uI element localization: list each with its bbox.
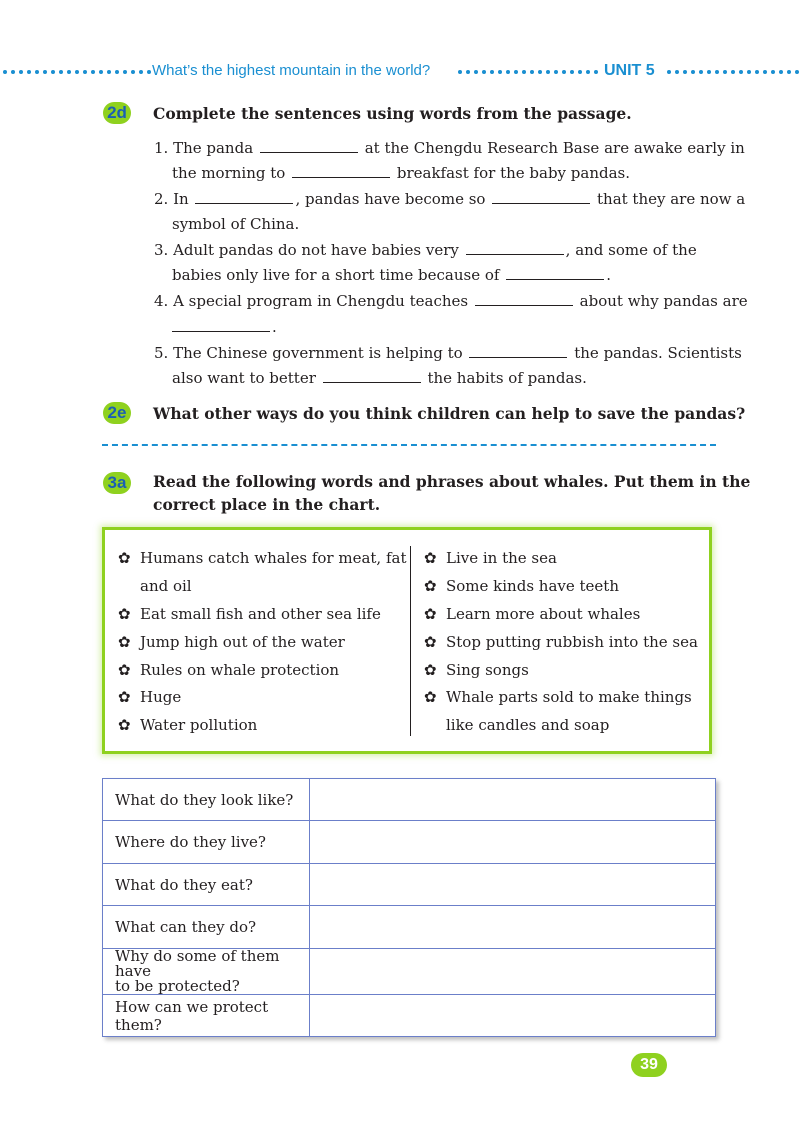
header-dot [19,70,23,74]
word-item: ✿ Water pollution [118,716,258,734]
flower-icon: ✿ [118,633,131,651]
header-dot [586,70,590,74]
header-dot [506,70,510,74]
flower-icon: ✿ [118,661,131,679]
header-dot [91,70,95,74]
sentence-line: babies only live for a short time because of . [172,266,611,284]
header-dot [458,70,462,74]
header-dot [699,70,703,74]
header-dot [771,70,775,74]
table-row [103,821,716,864]
header-dot [691,70,695,74]
table-row [103,779,716,821]
word-item: ✿ Rules on whale protection [118,661,340,679]
answer-blank[interactable] [475,293,573,306]
header-dot [11,70,15,74]
flower-icon: ✿ [118,716,131,734]
word-item: ✿ Some kinds have teeth [424,577,619,595]
word-item: ✿ Whale parts sold to make things [424,688,692,706]
header-dot [779,70,783,74]
sentence-line: also want to better the habits of pandas. [172,369,587,387]
header-dot [763,70,767,74]
header-unit: UNIT 5 [604,62,655,79]
section-heading-3a-line2: correct place in the chart. [153,495,381,514]
word-item-continued: like candles and soap [446,716,610,734]
table-answer-cell[interactable] [310,779,716,821]
header-dots-middle [455,65,601,79]
answer-blank[interactable] [195,191,293,204]
word-item: ✿ Sing songs [424,661,529,679]
sentence-line: 3. Adult pandas do not have babies very , and some of the [154,241,697,259]
table-answer-cell[interactable] [310,906,716,949]
section-badge-2d: 2d [103,102,131,124]
header-dot [139,70,143,74]
header-dot [3,70,7,74]
table-answer-cell[interactable] [310,821,716,864]
header-dot [667,70,671,74]
section-heading-2d: Complete the sentences using words from the passage. [153,104,632,123]
header-dot [59,70,63,74]
header-dot [67,70,71,74]
answer-blank[interactable] [492,191,590,204]
header-dot [35,70,39,74]
table-row [103,949,716,995]
header-dot [514,70,518,74]
header-dot [683,70,687,74]
section-heading-2e: What other ways do you think children can help to save the pandas? [153,404,746,423]
header-dot [538,70,542,74]
header-dot [123,70,127,74]
table-question: How can we protect them? [103,995,310,1037]
header-dot [83,70,87,74]
flower-icon: ✿ [424,549,437,567]
sentence-line: symbol of China. [172,215,300,233]
word-item: ✿ Humans catch whales for meat, fat [118,549,407,567]
header-dot [131,70,135,74]
table-row [103,995,716,1037]
answer-blank[interactable] [292,165,390,178]
header-dot [99,70,103,74]
header-dot [43,70,47,74]
header-dot [594,70,598,74]
header-dot [147,70,151,74]
page-number: 39 [631,1053,667,1077]
whale-chart-table [102,778,716,1037]
header-dot [530,70,534,74]
table-row [103,864,716,906]
header-dot [474,70,478,74]
header-dot [522,70,526,74]
header-dot [482,70,486,74]
sentence-line: . [172,318,277,336]
table-question: Why do some of them have to be protected? [103,949,310,995]
header-dot [675,70,679,74]
header-dot [107,70,111,74]
section-heading-3a-line1: Read the following words and phrases about whales. Put them in the [153,472,751,491]
table-answer-cell[interactable] [310,949,716,995]
section-badge-2e: 2e [103,402,131,424]
section-divider [102,444,716,446]
header-dot [723,70,727,74]
header-dot [498,70,502,74]
flower-icon: ✿ [424,688,437,706]
table-question: What do they look like? [103,779,310,821]
table-question: What do they eat? [103,864,310,906]
header-dot [554,70,558,74]
header-dots-right [664,65,800,79]
sentence-line: 1. The panda at the Chengdu Research Base are awake early in [154,139,745,157]
header-dot [731,70,735,74]
header-dot [795,70,799,74]
table-answer-cell[interactable] [310,995,716,1037]
header-title: What’s the highest mountain in the world? [152,62,431,79]
word-box-divider [410,546,411,736]
flower-icon: ✿ [424,605,437,623]
header-dot [707,70,711,74]
table-row [103,906,716,949]
header-dot [51,70,55,74]
flower-icon: ✿ [424,633,437,651]
answer-blank[interactable] [469,345,567,358]
sentence-line: 5. The Chinese government is helping to the pandas. Scientists [154,344,742,362]
header-dot [75,70,79,74]
answer-blank[interactable] [506,267,604,280]
answer-blank[interactable] [466,242,564,255]
word-item: ✿ Huge [118,688,182,706]
flower-icon: ✿ [118,688,131,706]
answer-blank[interactable] [172,319,270,332]
word-item: ✿ Learn more about whales [424,605,641,623]
answer-blank[interactable] [260,140,358,153]
flower-icon: ✿ [424,577,437,595]
header-dot [715,70,719,74]
header-dot [115,70,119,74]
word-item: ✿ Jump high out of the water [118,633,345,651]
header-dot [578,70,582,74]
header-dot [466,70,470,74]
sentence-line: 2. In , pandas have become so that they are now a [154,190,746,208]
sentence-line: the morning to breakfast for the baby pandas. [172,164,631,182]
table-question: What can they do? [103,906,310,949]
header-dot [490,70,494,74]
header-dots-left [0,65,150,79]
header-dot [27,70,31,74]
header-dot [570,70,574,74]
table-question: Where do they live? [103,821,310,864]
header-dot [755,70,759,74]
table-answer-cell[interactable] [310,864,716,906]
header-dot [546,70,550,74]
header-dot [739,70,743,74]
answer-blank[interactable] [323,370,421,383]
header-dot [787,70,791,74]
word-item-continued: and oil [140,577,192,595]
flower-icon: ✿ [118,605,131,623]
word-item: ✿ Live in the sea [424,549,557,567]
word-item: ✿ Stop putting rubbish into the sea [424,633,698,651]
flower-icon: ✿ [118,549,131,567]
header-dot [562,70,566,74]
sentence-line: 4. A special program in Chengdu teaches about why pandas are [154,292,748,310]
word-item: ✿ Eat small fish and other sea life [118,605,381,623]
flower-icon: ✿ [424,661,437,679]
header-dot [747,70,751,74]
section-badge-3a: 3a [103,472,131,494]
